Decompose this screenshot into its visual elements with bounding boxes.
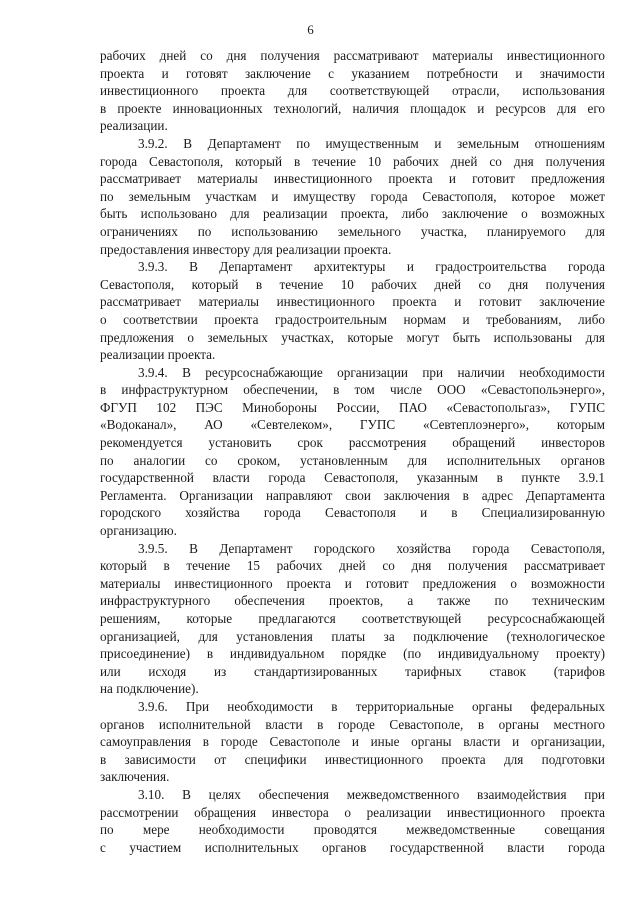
text-line: реализации проекта. (100, 347, 216, 363)
text-line: быть использовано для реализации проекта, либо заключение о возможных (100, 206, 605, 222)
paragraph (100, 540, 605, 698)
text-line: по аналогии со сроком, установленным для исполнительных органов (100, 452, 605, 468)
text-line: предоставления инвестору для реализации проекта. (100, 241, 392, 257)
page-number: 6 (307, 22, 314, 37)
text-line: присоединение) в индивидуальном порядке (по индивидуальному проекту) (100, 646, 605, 662)
text-line: по земельным участкам и имуществу города Севастополя, которое может (100, 188, 605, 204)
text-line: самоуправления в городе Севастополе и иные органы власти и организации, (100, 734, 605, 750)
paragraph (100, 47, 605, 135)
text-line: ФГУП 102 ПЭС Минобороны России, ПАО «Севастопольгаз», ГУПС (100, 399, 605, 415)
text-line: Севастополя, который в течение 10 рабочих дней со дня получения (100, 276, 605, 292)
text-line: рассматривает материалы инвестиционного проекта и готовит предложения (100, 171, 605, 187)
text-line: реализации. (100, 118, 168, 134)
text-line: 3.9.2. В Департамент по имущественным и земельным отношениям (138, 135, 605, 151)
paragraph (100, 786, 605, 856)
text-line: на подключение). (100, 681, 199, 697)
text-line: рабочих дней со дня получения рассматривают материалы инвестиционного (100, 48, 605, 63)
text-line: города Севастополя, который в течение 10 рабочих дней со дня получения (100, 153, 605, 169)
text-line: в инфраструктурном обеспечении, в том числе ООО «Севастопольэнерго», (100, 382, 605, 398)
text-line: рассматривает материалы инвестиционного проекта и готовит заключение (100, 294, 605, 310)
text-line: Регламента. Организации направляют свои заключения в адрес Департамента (100, 487, 605, 503)
paragraph (100, 364, 605, 540)
text-line: о соответствии проекта градостроительным нормам и требованиям, либо (100, 311, 605, 327)
text-line: проекта и готовят заключение с указанием потребности и значимости (100, 65, 605, 81)
text-line: инвестиционного проекта для соответствующей отрасли, использования (100, 83, 605, 99)
text-line: 3.10. В целях обеспечения межведомственного взаимодействия при (138, 786, 605, 802)
text-line: предложения о земельных участках, которые могут быть использованы для (100, 329, 605, 345)
paragraph (100, 258, 605, 364)
text-line: с участием исполнительных органов государственной власти города (100, 839, 605, 855)
text-line: органов исполнительной власти в городе Севастополе, в органы местного (100, 716, 605, 732)
text-line: 3.9.3. В Департамент архитектуры и градостроительства города (138, 259, 605, 275)
text-line: городского хозяйства города Севастополя и в Специализированную (100, 505, 605, 521)
paragraph (100, 698, 605, 786)
paragraph (100, 135, 605, 258)
text-line: в проекте инновационных технологий, наличия площадок и ресурсов для его (100, 100, 605, 116)
text-line: ограничениях по использованию земельного участка, планируемого для (100, 223, 605, 239)
text-line: организацию. (100, 523, 177, 539)
text-line: рассмотрении обращения инвестора о реализации инвестиционного проекта (100, 804, 605, 820)
document-body (100, 47, 605, 856)
text-line: организацией, для установления платы за подключение (технологическое (100, 628, 605, 644)
text-line: материалы инвестиционного проекта и готовит предложения о возможности (100, 575, 605, 591)
text-line: заключения. (100, 769, 170, 785)
text-line: или исходя из стандартизированных тарифных ставок (тарифов (100, 663, 605, 679)
text-line: 3.9.4. В ресурсоснабжающие организации при наличии необходимости (138, 364, 605, 380)
text-line: 3.9.5. В Департамент городского хозяйства города Севастополя, (138, 540, 605, 556)
text-line: по мере необходимости проводятся межведомственные совещания (100, 822, 605, 838)
text-line: рекомендуется установить срок рассмотрения обращений инвесторов (100, 435, 605, 451)
text-line: 3.9.6. При необходимости в территориальные органы федеральных (138, 698, 605, 714)
text-line: решениям, которые предлагаются соответствующей ресурсоснабжающей (100, 611, 605, 626)
text-line: который в течение 15 рабочих дней со дня получения рассматривает (100, 558, 605, 574)
text-line: в зависимости от специфики инвестиционного проекта для подготовки (100, 751, 605, 767)
text-line: государственной власти города Севастополя, указанным в пункте 3.9.1 (100, 470, 605, 486)
text-line: «Водоканал», АО «Севтелеком», ГУПС «Севтеплоэнерго», которым (100, 417, 605, 433)
text-line: инфраструктурного обеспечения проектов, а также по техническим (100, 593, 605, 609)
